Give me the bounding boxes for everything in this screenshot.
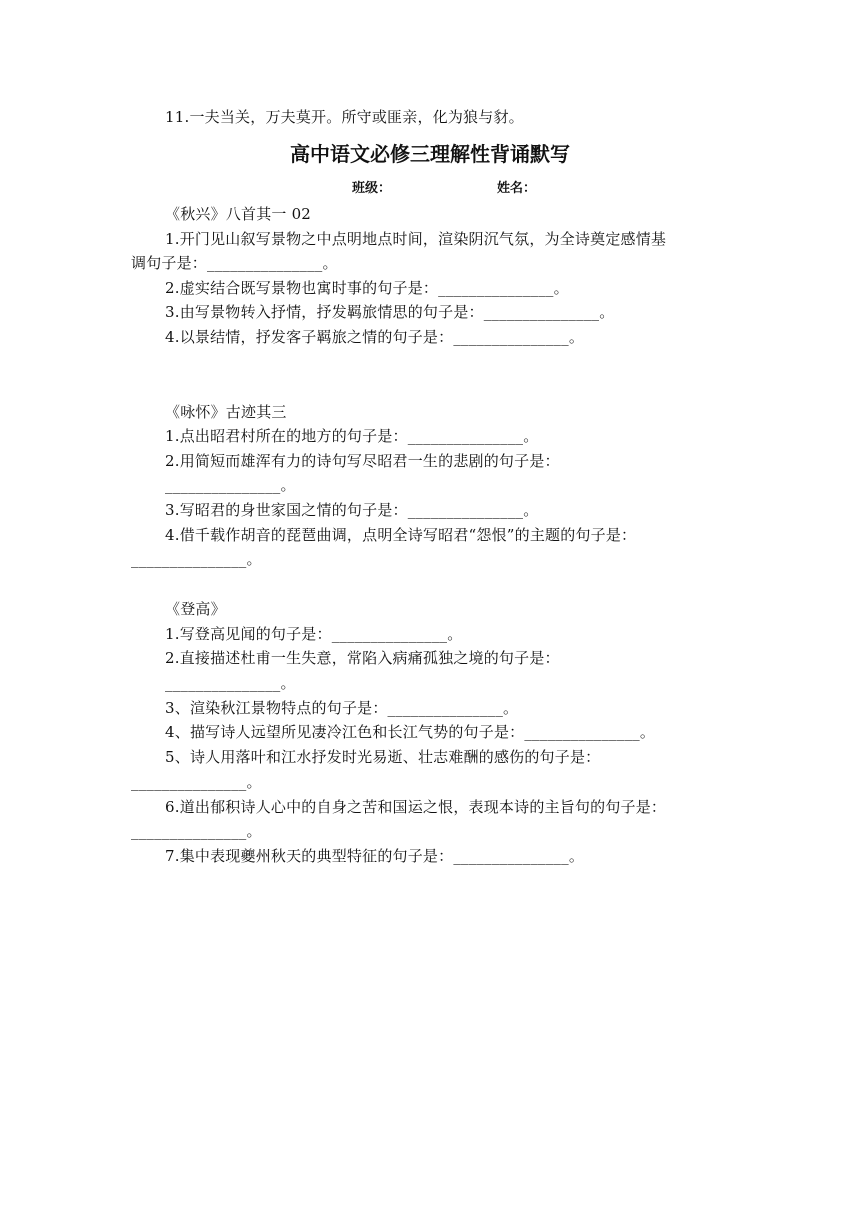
question-line: 1.点出昭君村所在的地方的句子是：_______________。 <box>165 427 539 445</box>
question-line: _______________。 <box>131 550 262 568</box>
question-line: _______________。 <box>165 674 296 692</box>
question-line: 3、渲染秋江景物特点的句子是：_______________。 <box>165 699 519 717</box>
question-line: 3.写昭君的身世家国之情的句子是：_______________。 <box>165 501 539 519</box>
page-title: 高中语文必修三理解性背诵默写 <box>290 142 570 166</box>
class-label: 班级： <box>352 181 392 196</box>
question-line: 7.集中表现夔州秋天的典型特征的句子是：_______________。 <box>165 847 585 865</box>
question-line: 4.以景结情，抒发客子羁旅之情的句子是：_______________。 <box>165 328 585 346</box>
question-line: 1.开门见山叙写景物之中点明地点时间，渲染阴沉气氛，为全诗奠定感情基 <box>165 230 667 248</box>
question-line: _______________。 <box>131 773 262 791</box>
section-heading: 《咏怀》古迹其三 <box>165 403 287 421</box>
question-line: 3.由写景物转入抒情，抒发羁旅情思的句子是：_______________。 <box>165 303 615 321</box>
question-line: 2.虚实结合既写景物也寓时事的句子是：_______________。 <box>165 279 569 297</box>
question-line: 2.用简短而雄浑有力的诗句写尽昭君一生的悲剧的句子是： <box>165 452 560 470</box>
question-line: _______________。 <box>131 822 262 840</box>
question-line: 调句子是：_______________。 <box>131 254 338 272</box>
question-line: 4、描写诗人远望所见凄冷江色和长江气势的句子是：_______________。 <box>165 723 656 741</box>
question-line: 6.道出郁积诗人心中的自身之苦和国运之恨，表现本诗的主旨句的句子是： <box>165 798 667 816</box>
section-heading: 《秋兴》八首其一 02 <box>165 205 312 223</box>
question-line: 1.写登高见闻的句子是：_______________。 <box>165 625 463 643</box>
question-line: 2.直接描述杜甫一生失意，常陷入病痛孤独之境的句子是： <box>165 649 560 667</box>
section-heading: 《登高》 <box>165 600 226 618</box>
name-label: 姓名： <box>497 181 537 196</box>
question-line: 4.借千载作胡音的琵琶曲调，点明全诗写昭君“怨恨”的主题的句子是： <box>165 526 637 544</box>
question-line: _______________。 <box>165 476 296 494</box>
question-line: 5、诗人用落叶和江水抒发时光易逝、壮志难酬的感伤的句子是： <box>165 748 601 766</box>
top-line: 11.一夫当关，万夫莫开。所守或匪亲，化为狼与豺。 <box>165 108 524 126</box>
